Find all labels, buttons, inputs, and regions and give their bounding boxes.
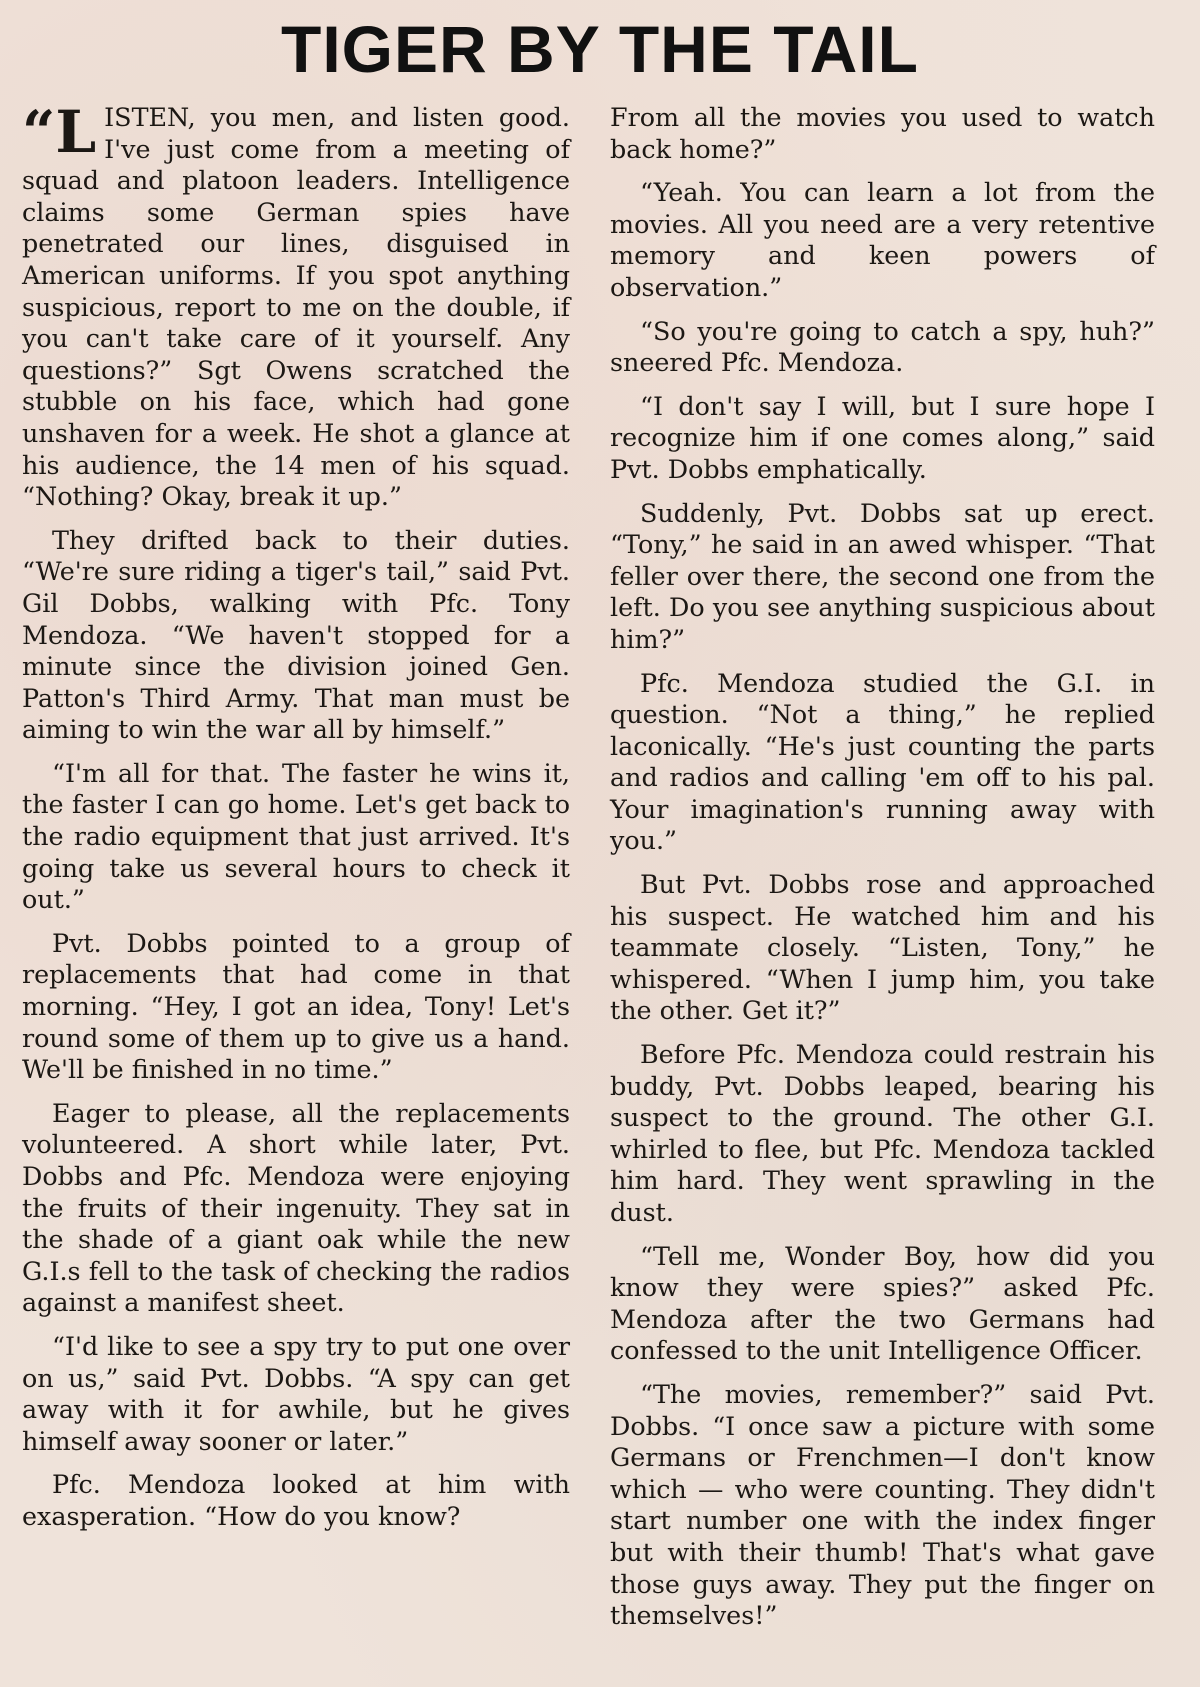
paragraph: “Yeah. You can learn a lot from the movies. All you need are a very retentive memory and keen powers of observation.”	[610, 177, 1155, 302]
paragraph: Pfc. Mendoza studied the G.I. in question. “Not a thing,” he replied laconically. “He's just counting the parts and radios and calling 'em off to his pal. Your imagination's running away with you.”	[610, 667, 1155, 856]
paragraph-text: ISTEN, you men, and listen good. I've just come from a meeting of squad and platoon leaders. Intelligence claims some German spies have penetrated our lines, disguised in American uniforms. If you spot anything suspicious, report to me on the double, if you can't take care of it yourself. Any questions?” Sgt Owens scratched the stubble on his face, which had gone unshaven for a week. He shot a glance at his audience, the 14 men of his squad. “Nothing? Okay, break it up.”	[22, 102, 570, 512]
paragraph: “The movies, remember?” said Pvt. Dobbs. “I once saw a picture with some Germans or Frenchmen—I don't know which — who were counting. They didn't start number one with the index finger but with their thumb! That's what gave those guys away. They put the finger on themselves!”	[610, 1378, 1155, 1631]
paragraph: “I'd like to see a spy try to put one over on us,” said Pvt. Dobbs. “A spy can get away with it for awhile, but he gives himself away sooner or later.”	[22, 1330, 570, 1456]
paragraph: From all the movies you used to watch back home?”	[610, 102, 1155, 164]
paragraph	[22, 98, 570, 513]
paragraph: “I'm all for that. The faster he wins it, the faster I can go home. Let's get back to the radio equipment that just arrived. It's going take us several hours to check it out.”	[22, 757, 570, 915]
paragraph: Suddenly, Pvt. Dobbs sat up erect. “Tony,” he said in an awed whisper. “That feller over there, the second one from the left. Do you see anything suspicious about him?”	[610, 497, 1155, 654]
paragraph: “I don't say I will, but I sure hope I recognize him if one comes along,” said Pvt. Dobbs emphatically.	[610, 390, 1155, 484]
paragraph: Pfc. Mendoza looked at him with exasperation. “How do you know?	[22, 1469, 570, 1531]
left-column	[22, 98, 570, 1545]
paragraph: But Pvt. Dobbs rose and approached his suspect. He watched him and his teammate closely. “Listen, Tony,” he whispered. “When I jump him, you take the other. Get it?”	[610, 869, 1155, 1026]
paragraph: They drifted back to their duties. “We're sure riding a tiger's tail,” said Pvt. Gil Dobbs, walking with Pfc. Tony Mendoza. “We haven't stopped for a minute since the division joined Gen. Patton's Third Army. That man must be aiming to win the war all by himself.”	[22, 524, 570, 745]
drop-cap: “L	[22, 98, 97, 166]
paragraph: Before Pfc. Mendoza could restrain his buddy, Pvt. Dobbs leaped, bearing his suspect to the ground. The other G.I. whirled to flee, but Pfc. Mendoza tackled him hard. They went sprawling in the dust.	[610, 1039, 1155, 1227]
paragraph: “Tell me, Wonder Boy, how did you know they were spies?” asked Pfc. Mendoza after the two Germans had confessed to the unit Intelligence Officer.	[610, 1240, 1155, 1366]
paragraph: Eager to please, all the replacements volunteered. A short while later, Pvt. Dobbs and Pfc. Mendoza were enjoying the fruits of their ingenuity. They sat in the shade of a giant oak while the new G.I.s fell to the task of checking the radios against a manifest sheet.	[22, 1097, 570, 1318]
story-title: TIGER BY THE TAIL	[281, 12, 919, 86]
paragraph: Pvt. Dobbs pointed to a group of replacements that had come in that morning. “Hey, I got an idea, Tony! Let's round some of them up to give us a hand. We'll be finished in no time.”	[22, 927, 570, 1085]
right-column	[610, 102, 1155, 1644]
paragraph: “So you're going to catch a spy, huh?” sneered Pfc. Mendoza.	[610, 315, 1155, 378]
